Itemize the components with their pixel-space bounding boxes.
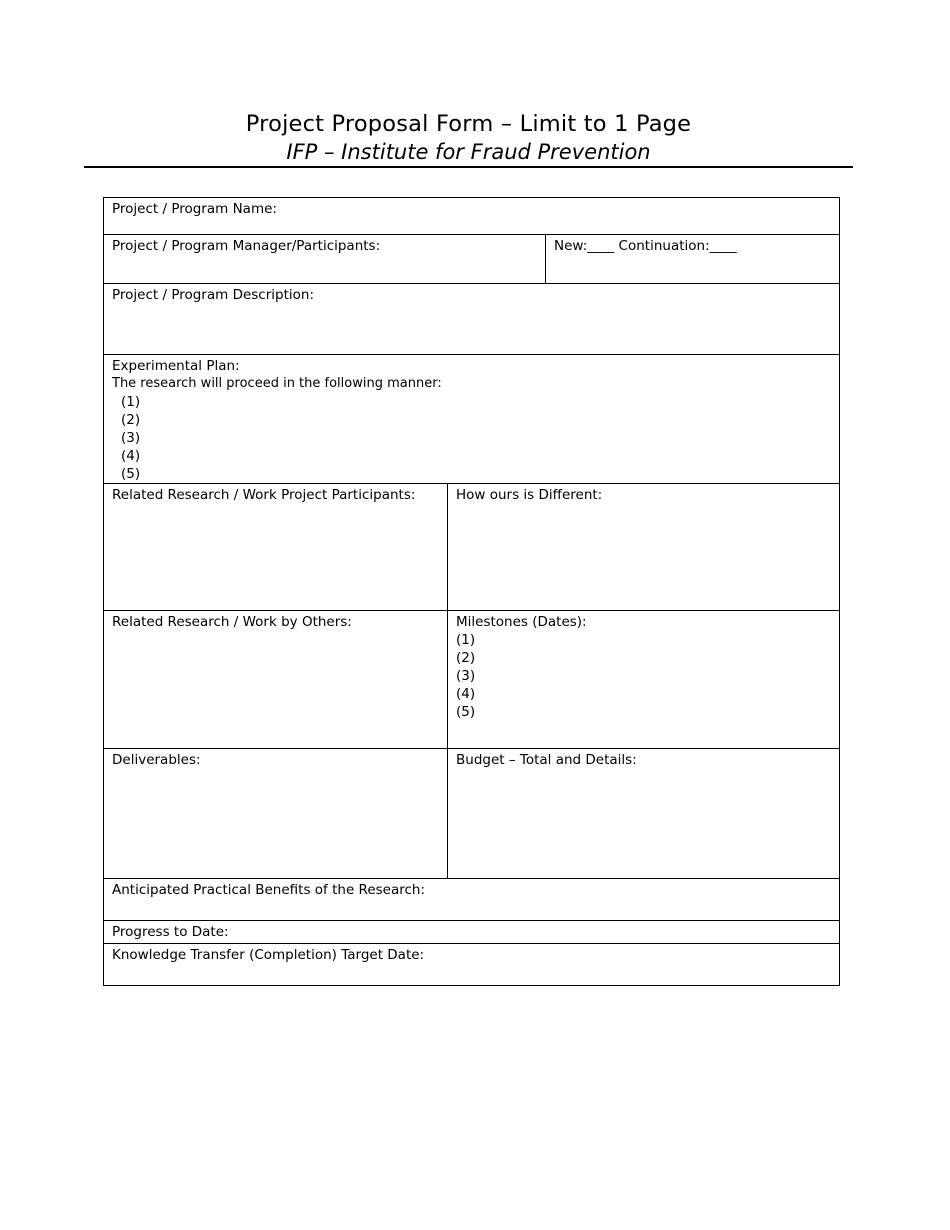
proposal-form-table bbox=[103, 197, 840, 986]
project-name-field[interactable] bbox=[104, 198, 840, 235]
list-item: (4) bbox=[121, 448, 141, 464]
manager-participants-label: Project / Program Manager/Participants: bbox=[112, 238, 381, 254]
progress-field[interactable] bbox=[104, 921, 840, 944]
experimental-plan-label: Experimental Plan: bbox=[112, 358, 240, 374]
new-continuation-label: New:____ Continuation:____ bbox=[554, 238, 737, 254]
knowledge-transfer-field[interactable] bbox=[104, 944, 840, 986]
budget-field[interactable] bbox=[448, 749, 840, 879]
list-item: (1) bbox=[121, 394, 141, 410]
related-participants-field[interactable] bbox=[104, 484, 448, 611]
knowledge-transfer-label: Knowledge Transfer (Completion) Target Date: bbox=[112, 947, 425, 963]
milestones-label: Milestones (Dates): bbox=[456, 614, 587, 630]
budget-label: Budget – Total and Details: bbox=[456, 752, 637, 768]
list-item: (2) bbox=[121, 412, 141, 428]
experimental-plan-intro: The research will proceed in the following manner: bbox=[112, 376, 442, 391]
new-continuation-field[interactable] bbox=[546, 235, 840, 284]
milestones-list bbox=[456, 631, 831, 721]
project-name-label: Project / Program Name: bbox=[112, 201, 277, 217]
form-header bbox=[84, 110, 853, 165]
related-participants-label: Related Research / Work Project Participants: bbox=[112, 487, 416, 503]
list-item: (5) bbox=[121, 466, 141, 482]
experimental-plan-list bbox=[112, 393, 831, 483]
how-different-field[interactable] bbox=[448, 484, 840, 611]
deliverables-field[interactable] bbox=[104, 749, 448, 879]
benefits-label: Anticipated Practical Benefits of the Research: bbox=[112, 882, 426, 898]
deliverables-label: Deliverables: bbox=[112, 752, 201, 768]
milestones-field[interactable] bbox=[448, 611, 840, 749]
list-item: (3) bbox=[121, 430, 141, 446]
page-title: Project Proposal Form – Limit to 1 Page bbox=[245, 111, 692, 137]
how-different-label: How ours is Different: bbox=[456, 487, 603, 503]
list-item: (1) bbox=[456, 632, 476, 648]
description-label: Project / Program Description: bbox=[112, 287, 315, 303]
related-others-field[interactable] bbox=[104, 611, 448, 749]
list-item: (4) bbox=[456, 686, 476, 702]
header-divider bbox=[84, 166, 853, 168]
list-item: (2) bbox=[456, 650, 476, 666]
manager-participants-field[interactable] bbox=[104, 235, 546, 284]
benefits-field[interactable] bbox=[104, 879, 840, 921]
list-item: (3) bbox=[456, 668, 476, 684]
description-field[interactable] bbox=[104, 284, 840, 355]
list-item: (5) bbox=[456, 704, 476, 720]
organization-subtitle: IFP – Institute for Fraud Prevention bbox=[286, 140, 651, 164]
related-others-label: Related Research / Work by Others: bbox=[112, 614, 352, 630]
progress-label: Progress to Date: bbox=[112, 924, 229, 940]
experimental-plan-field[interactable] bbox=[104, 355, 840, 484]
